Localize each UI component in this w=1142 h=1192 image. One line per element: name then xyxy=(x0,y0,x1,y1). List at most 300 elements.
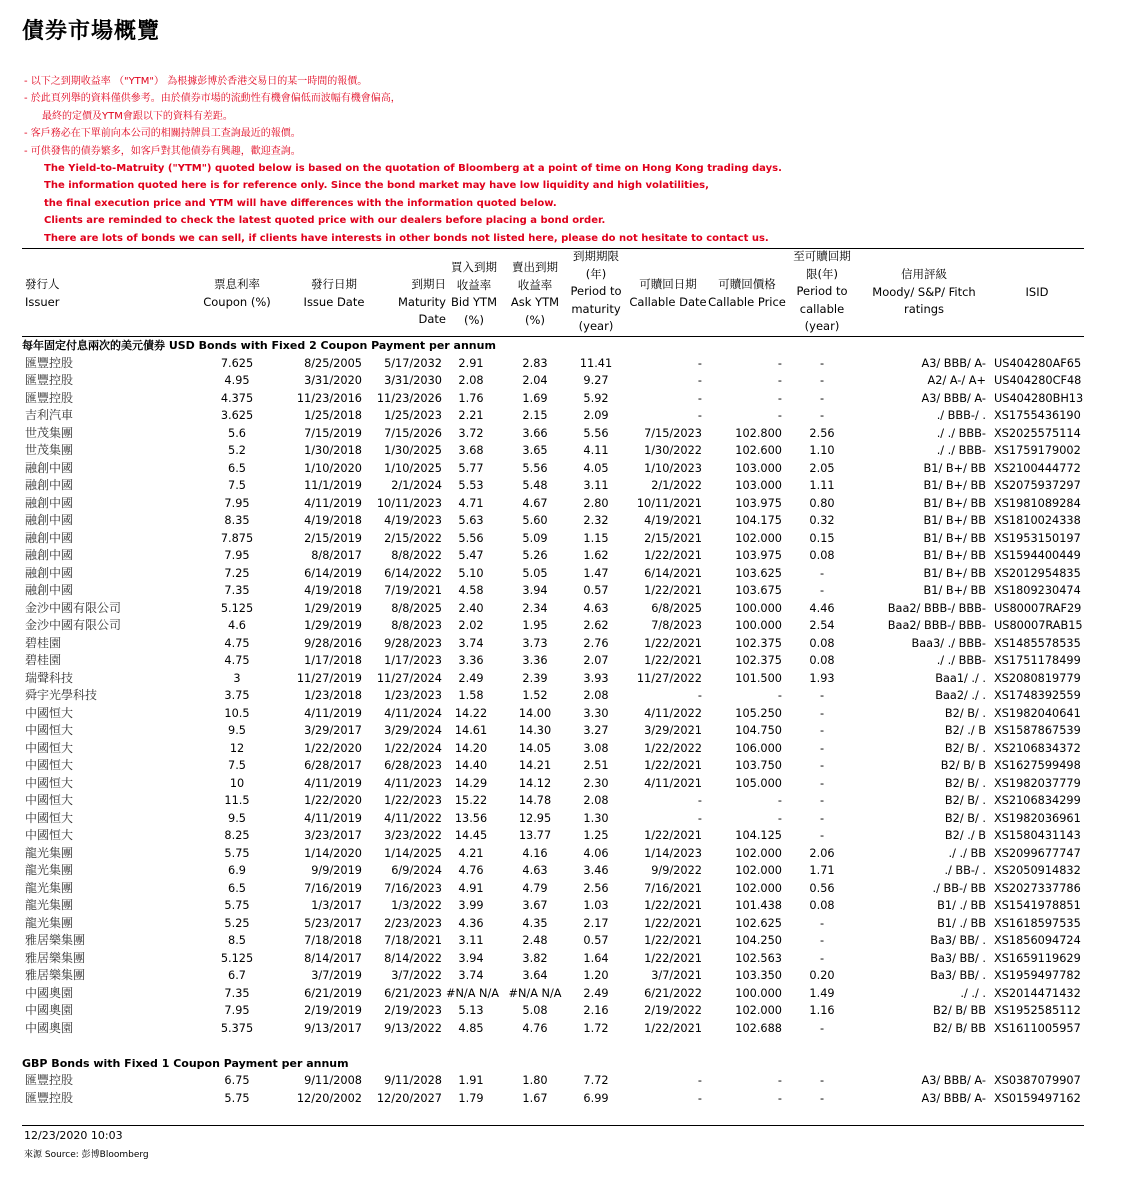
bid-ytm-cell: 5.53 xyxy=(458,479,484,492)
period-maturity-cell: 11.41 xyxy=(579,356,613,370)
bid-ytm-cell: 3.11 xyxy=(458,934,484,947)
ask-ytm-cell: 13.77 xyxy=(518,829,552,842)
issuer-cell: 吉利汽車 xyxy=(25,408,74,422)
bid-ytm-cell: 5.77 xyxy=(458,461,484,475)
callable-price-cell: 103.000 xyxy=(735,461,782,475)
callable-price-cell: 104.250 xyxy=(735,934,782,947)
bid-ytm-cell: 1.58 xyxy=(458,689,484,702)
table-row xyxy=(22,915,1084,933)
ratings-cell: B1/ B+/ BB xyxy=(923,514,986,527)
table-row xyxy=(22,442,1084,460)
isin-cell: XS1541978851 xyxy=(994,899,1081,912)
issuer-cell: 龍光集團 xyxy=(25,880,74,895)
table-row xyxy=(22,1090,1084,1108)
maturity-cell: 6/14/2022 xyxy=(384,566,442,580)
period-callable-cell: 1.71 xyxy=(809,864,835,877)
ratings-cell: Ba3/ BB/ . xyxy=(930,934,986,947)
ask-ytm-cell: 5.09 xyxy=(522,531,548,545)
ratings-cell: ./ BB-/ . xyxy=(944,864,986,877)
table-row xyxy=(22,600,1084,618)
issue-date-cell: 11/1/2019 xyxy=(304,479,362,492)
ratings-cell: B2/ B/ . xyxy=(944,706,986,720)
ask-ytm-cell: 2.83 xyxy=(522,356,548,370)
disclaimer-notes xyxy=(24,73,1084,247)
period-callable-cell: - xyxy=(819,566,825,580)
period-maturity-cell: 2.07 xyxy=(583,654,609,667)
period-maturity-cell: 2.62 xyxy=(583,619,609,632)
issue-date-cell: 6/21/2019 xyxy=(304,986,362,1000)
issuer-cell: 融創中國 xyxy=(25,460,74,475)
callable-date-cell: 1/22/2021 xyxy=(644,584,702,597)
isin-cell: XS2027337786 xyxy=(994,881,1081,895)
table-row xyxy=(22,530,1084,548)
ask-ytm-cell: 5.48 xyxy=(522,479,548,492)
ratings-cell: B1/ B+/ BB xyxy=(923,461,986,475)
isin-cell: XS1587867539 xyxy=(994,724,1081,737)
bid-ytm-cell: 2.40 xyxy=(458,601,484,615)
note-en-1: The Yield-to-Matruity ("YTM") quoted below is based on the quotation of Bloomberg at a point of time on Hong Kong trading days. xyxy=(44,163,782,175)
issuer-cell: 中國恒大 xyxy=(25,775,74,790)
issuer-cell: 雅居樂集團 xyxy=(25,933,86,947)
ask-ytm-cell: 3.36 xyxy=(522,654,548,667)
isin-cell: XS2106834299 xyxy=(994,794,1081,807)
maturity-cell: 2/15/2022 xyxy=(384,531,442,545)
coupon-cell: 7.95 xyxy=(224,496,250,510)
ask-ytm-cell: 1.52 xyxy=(522,689,548,702)
issuer-cell: 融創中國 xyxy=(25,530,74,545)
maturity-cell: 1/22/2023 xyxy=(384,794,442,807)
period-maturity-cell: 2.49 xyxy=(583,986,609,1000)
callable-price-cell: 102.600 xyxy=(735,444,782,457)
callable-price-cell: - xyxy=(777,391,782,405)
period-callable-cell: - xyxy=(819,776,825,790)
callable-price-cell: 103.975 xyxy=(735,496,782,510)
bid-ytm-cell: 5.63 xyxy=(458,514,484,527)
period-maturity-cell: 2.09 xyxy=(583,409,609,422)
bid-ytm-cell: 3.94 xyxy=(458,951,484,965)
maturity-cell: 8/14/2022 xyxy=(384,951,442,965)
note-en-4: Clients are reminded to check the latest quoted price with our dealers before placing a bond order. xyxy=(44,215,606,227)
maturity-cell: 3/7/2022 xyxy=(391,969,442,982)
issue-date-cell: 4/11/2019 xyxy=(304,706,362,720)
period-callable-cell: 0.15 xyxy=(809,531,835,545)
period-callable-cell: 1.10 xyxy=(809,444,835,457)
header-callable-date: 可贖回日期 Callable Date xyxy=(629,277,707,309)
issuer-cell: 匯豐控股 xyxy=(25,1073,74,1087)
callable-date-cell: 1/22/2021 xyxy=(644,916,702,930)
coupon-cell: 7.625 xyxy=(220,356,254,370)
coupon-cell: 6.5 xyxy=(228,461,246,475)
issuer-cell: 中國恒大 xyxy=(25,810,74,825)
period-callable-cell: - xyxy=(819,1074,825,1087)
note-en-5: There are lots of bonds we can sell, if clients have interests in other bonds not listed here, please do not hesitate to contact us. xyxy=(44,232,769,244)
callable-price-cell: - xyxy=(777,1074,782,1087)
callable-date-cell: 1/22/2021 xyxy=(644,759,702,772)
usd-rows xyxy=(22,355,1084,1038)
ask-ytm-cell: #N/A N/A xyxy=(508,986,562,1000)
callable-date-cell: - xyxy=(697,1091,702,1105)
bid-ytm-cell: 4.71 xyxy=(458,496,484,510)
issuer-cell: 世茂集團 xyxy=(25,443,74,457)
callable-date-cell: 1/10/2023 xyxy=(644,461,702,475)
header-period-callable: 至可贖回期 限(年) Period to callable (year) xyxy=(793,249,851,333)
maturity-cell: 1/10/2025 xyxy=(384,461,442,475)
isin-cell: XS2012954835 xyxy=(994,566,1081,580)
isin-cell: XS1982036961 xyxy=(994,811,1081,825)
coupon-cell: 7.5 xyxy=(228,759,246,772)
issuer-cell: 匯豐控股 xyxy=(25,1090,74,1105)
table-row xyxy=(22,495,1084,513)
callable-price-cell: 103.975 xyxy=(735,549,782,562)
maturity-cell: 4/11/2022 xyxy=(384,811,442,825)
isin-cell: XS1751178499 xyxy=(994,654,1081,667)
maturity-cell: 11/23/2026 xyxy=(376,391,442,405)
coupon-cell: 5.75 xyxy=(224,899,250,912)
table-row xyxy=(22,565,1084,583)
ratings-cell: B1/ B+/ BB xyxy=(923,496,986,510)
coupon-cell: 5.125 xyxy=(220,601,254,615)
issuer-cell: 中國恒大 xyxy=(25,758,74,772)
note-zh-5: - 可供發售的債券繁多，如客戶對其他債券有興趣，歡迎查詢。 xyxy=(24,145,301,157)
issuer-cell: 龍光集團 xyxy=(25,915,74,930)
callable-date-cell: 1/22/2021 xyxy=(644,654,702,667)
table-row xyxy=(22,827,1084,845)
bid-ytm-cell: 4.58 xyxy=(458,584,484,597)
period-callable-cell: - xyxy=(819,689,825,702)
period-callable-cell: - xyxy=(819,706,825,720)
coupon-cell: 11.5 xyxy=(224,794,250,807)
period-callable-cell: 0.56 xyxy=(809,881,835,895)
callable-price-cell: - xyxy=(777,356,782,370)
issuer-cell: 中國恒大 xyxy=(25,723,74,737)
issue-date-cell: 7/18/2018 xyxy=(304,934,362,947)
ratings-cell: A3/ BBB/ A- xyxy=(921,356,986,370)
bid-ytm-cell: 14.40 xyxy=(454,759,488,772)
issuer-cell: 中國奧園 xyxy=(25,985,74,1000)
table-row xyxy=(22,512,1084,530)
issuer-cell: 碧桂園 xyxy=(25,653,62,667)
period-callable-cell: - xyxy=(819,811,825,825)
issue-date-cell: 1/3/2017 xyxy=(311,899,362,912)
maturity-cell: 5/17/2032 xyxy=(384,356,442,370)
callable-date-cell: 7/8/2023 xyxy=(651,619,702,632)
coupon-cell: 8.35 xyxy=(224,514,250,527)
ask-ytm-cell: 3.65 xyxy=(522,444,548,457)
coupon-cell: 3.625 xyxy=(220,409,254,422)
issue-date-cell: 1/10/2020 xyxy=(304,461,362,475)
bid-ytm-cell: 2.49 xyxy=(458,671,484,685)
period-callable-cell: - xyxy=(819,409,825,422)
callable-price-cell: 101.500 xyxy=(735,671,782,685)
coupon-cell: 7.25 xyxy=(224,566,250,580)
header-coupon: 票息利率 Coupon (%) xyxy=(203,277,271,309)
issue-date-cell: 11/23/2016 xyxy=(296,391,362,405)
issuer-cell: 融創中國 xyxy=(25,565,74,580)
coupon-cell: 5.75 xyxy=(224,846,250,860)
isin-cell: US80007RAB15 xyxy=(994,619,1083,632)
period-callable-cell: - xyxy=(819,1021,825,1035)
issue-date-cell: 9/28/2016 xyxy=(304,636,362,650)
coupon-cell: 12 xyxy=(229,741,245,755)
issuer-cell: 金沙中國有限公司 xyxy=(25,600,122,615)
callable-price-cell: - xyxy=(777,811,782,825)
callable-price-cell: - xyxy=(777,374,782,387)
header-maturity: 到期日 Maturity Date xyxy=(397,277,446,326)
bid-ytm-cell: 14.29 xyxy=(454,776,488,790)
ask-ytm-cell: 3.67 xyxy=(522,899,548,912)
callable-price-cell: 102.375 xyxy=(735,636,782,650)
bid-ytm-cell: 4.91 xyxy=(458,881,484,895)
isin-cell: XS2106834372 xyxy=(994,741,1081,755)
isin-cell: XS2099677747 xyxy=(994,846,1081,860)
bid-ytm-cell: 1.76 xyxy=(458,391,484,405)
coupon-cell: 6.5 xyxy=(228,881,246,895)
coupon-cell: 4.75 xyxy=(224,654,250,667)
table-row xyxy=(22,932,1084,950)
table-row xyxy=(22,1002,1084,1020)
ask-ytm-cell: 1.95 xyxy=(522,619,548,632)
callable-price-cell: 100.000 xyxy=(735,619,782,632)
callable-price-cell: - xyxy=(777,794,782,807)
callable-date-cell: - xyxy=(697,374,702,387)
maturity-cell: 1/17/2023 xyxy=(384,654,442,667)
maturity-cell: 3/23/2022 xyxy=(384,829,442,842)
issuer-cell: 融創中國 xyxy=(25,495,74,510)
callable-price-cell: - xyxy=(777,689,782,702)
period-maturity-cell: 3.11 xyxy=(583,479,609,492)
bid-ytm-cell: 2.08 xyxy=(458,374,484,387)
maturity-cell: 7/18/2021 xyxy=(384,934,442,947)
period-callable-cell: 2.54 xyxy=(809,619,835,632)
table-row xyxy=(22,880,1084,898)
source-note: 來源 Source: 彭博Bloomberg xyxy=(24,1150,149,1160)
issuer-cell: 世茂集團 xyxy=(25,425,74,440)
timestamp: 12/23/2020 10:03 xyxy=(24,1129,123,1142)
callable-date-cell: 1/22/2021 xyxy=(644,829,702,842)
coupon-cell: 8.5 xyxy=(228,934,246,947)
ratings-cell: B1/ B+/ BB xyxy=(923,566,986,580)
callable-date-cell: - xyxy=(697,1074,702,1087)
maturity-cell: 7/19/2021 xyxy=(384,584,442,597)
callable-price-cell: 103.000 xyxy=(735,479,782,492)
period-maturity-cell: 3.93 xyxy=(583,671,609,685)
issuer-cell: 融創中國 xyxy=(25,478,74,492)
maturity-cell: 4/19/2023 xyxy=(384,514,442,527)
callable-date-cell: - xyxy=(697,794,702,807)
period-callable-cell: - xyxy=(819,391,825,405)
ask-ytm-cell: 3.82 xyxy=(522,951,548,965)
coupon-cell: 5.375 xyxy=(220,1021,254,1035)
ask-ytm-cell: 14.05 xyxy=(518,741,552,755)
ratings-cell: B2/ B/ . xyxy=(944,741,986,755)
issue-date-cell: 1/22/2020 xyxy=(304,794,362,807)
maturity-cell: 2/23/2023 xyxy=(384,916,442,930)
coupon-cell: 5.75 xyxy=(224,1091,250,1105)
ask-ytm-cell: 1.80 xyxy=(522,1074,548,1087)
callable-date-cell: 2/15/2021 xyxy=(644,531,702,545)
note-zh-4: - 客戶務必在下單前向本公司的相關持牌員工查詢最近的報價。 xyxy=(24,128,301,140)
issuer-cell: 龍光集團 xyxy=(25,898,74,912)
coupon-cell: 3.75 xyxy=(224,689,250,702)
ask-ytm-cell: 4.76 xyxy=(522,1021,548,1035)
issuer-cell: 匯豐控股 xyxy=(25,355,74,370)
usd-section-title: 每年固定付息兩次的美元債券 USD Bonds with Fixed 2 Coupon Payment per annum xyxy=(22,339,496,352)
table-row xyxy=(22,1020,1084,1038)
callable-price-cell: 102.563 xyxy=(735,951,782,965)
bid-ytm-cell: 5.13 xyxy=(458,1004,484,1017)
ask-ytm-cell: 14.00 xyxy=(518,706,552,720)
callable-price-cell: 104.125 xyxy=(735,829,782,842)
issue-date-cell: 3/29/2017 xyxy=(304,724,362,737)
callable-date-cell: 6/8/2025 xyxy=(651,601,702,615)
isin-cell: XS1809230474 xyxy=(994,584,1081,597)
isin-cell: XS2080819779 xyxy=(994,671,1081,685)
isin-cell: XS1594400449 xyxy=(994,549,1081,562)
ask-ytm-cell: 5.26 xyxy=(522,549,548,562)
callable-price-cell: 102.800 xyxy=(735,426,782,440)
maturity-cell: 6/28/2023 xyxy=(384,759,442,772)
ratings-cell: B2/ B/ . xyxy=(944,811,986,825)
table-row xyxy=(22,687,1084,705)
isin-cell: XS1580431143 xyxy=(994,829,1081,842)
coupon-cell: 9.5 xyxy=(228,724,246,737)
issue-date-cell: 9/11/2008 xyxy=(304,1074,362,1087)
bid-ytm-cell: #N/A N/A xyxy=(446,986,500,1000)
coupon-cell: 6.75 xyxy=(224,1074,250,1087)
callable-date-cell: 11/27/2022 xyxy=(636,671,702,685)
ratings-cell: Baa1/ ./ . xyxy=(935,671,986,685)
table-row xyxy=(22,845,1084,863)
issuer-cell: 雅居樂集團 xyxy=(25,968,86,982)
maturity-cell: 7/15/2026 xyxy=(384,426,442,440)
table-row xyxy=(22,897,1084,915)
callable-price-cell: 101.438 xyxy=(735,899,782,912)
bid-ytm-cell: 3.74 xyxy=(458,636,484,650)
header-top-rule xyxy=(22,248,1084,249)
bid-ytm-cell: 1.79 xyxy=(458,1091,484,1105)
maturity-cell: 9/13/2022 xyxy=(384,1021,442,1035)
period-callable-cell: 2.06 xyxy=(809,846,835,860)
maturity-cell: 4/11/2023 xyxy=(384,776,442,790)
ask-ytm-cell: 4.35 xyxy=(522,916,548,930)
callable-date-cell: 7/16/2021 xyxy=(644,881,702,895)
maturity-cell: 7/16/2023 xyxy=(384,881,442,895)
period-callable-cell: 0.08 xyxy=(809,549,835,562)
period-callable-cell: 0.08 xyxy=(809,654,835,667)
callable-date-cell: 3/29/2021 xyxy=(644,724,702,737)
maturity-cell: 6/9/2024 xyxy=(391,864,442,877)
period-maturity-cell: 7.72 xyxy=(583,1074,609,1087)
callable-date-cell: 1/22/2021 xyxy=(644,899,702,912)
callable-price-cell: 100.000 xyxy=(735,986,782,1000)
issue-date-cell: 1/22/2020 xyxy=(304,741,362,755)
ratings-cell: ./ ./ BB xyxy=(948,846,986,860)
period-callable-cell: 4.46 xyxy=(809,601,835,615)
callable-price-cell: 102.000 xyxy=(735,1004,782,1017)
table-header xyxy=(22,250,1084,336)
period-maturity-cell: 3.46 xyxy=(583,864,609,877)
period-maturity-cell: 2.16 xyxy=(583,1004,609,1017)
period-maturity-cell: 0.57 xyxy=(583,934,609,947)
maturity-cell: 1/25/2023 xyxy=(384,409,442,422)
callable-date-cell: 1/14/2023 xyxy=(644,846,702,860)
ratings-cell: Baa2/ ./ . xyxy=(935,689,986,702)
bid-ytm-cell: 13.56 xyxy=(454,811,488,825)
issue-date-cell: 1/23/2018 xyxy=(304,689,362,702)
callable-price-cell: 103.750 xyxy=(735,759,782,772)
issuer-cell: 龍光集團 xyxy=(25,845,74,860)
maturity-cell: 2/1/2024 xyxy=(391,479,442,492)
callable-date-cell: 1/22/2021 xyxy=(644,934,702,947)
bid-ytm-cell: 3.68 xyxy=(458,444,484,457)
callable-date-cell: 1/22/2021 xyxy=(644,1021,702,1035)
note-zh-2: - 於此頁列舉的資料僅供參考。由於債券市場的流動性有機會偏低而波幅有機會偏高， xyxy=(24,93,401,105)
issuer-cell: 瑞聲科技 xyxy=(25,670,74,685)
table-row xyxy=(22,617,1084,635)
isin-cell: US80007RAF29 xyxy=(994,601,1082,615)
period-callable-cell: - xyxy=(819,951,825,965)
callable-price-cell: 102.000 xyxy=(735,846,782,860)
gbp-section-title: GBP Bonds with Fixed 1 Coupon Payment per annum xyxy=(22,1056,349,1070)
isin-cell: XS1856094724 xyxy=(994,934,1081,947)
issue-date-cell: 11/27/2019 xyxy=(296,671,362,685)
ratings-cell: ./ ./ BBB- xyxy=(936,444,986,457)
callable-price-cell: 104.175 xyxy=(735,514,782,527)
isin-cell: XS2075937297 xyxy=(994,479,1081,492)
maturity-cell: 9/28/2023 xyxy=(384,636,442,650)
period-callable-cell: 1.16 xyxy=(809,1004,835,1017)
ratings-cell: B2/ B/ B xyxy=(940,759,986,772)
gbp-rows xyxy=(22,1072,1084,1107)
table-row xyxy=(22,652,1084,670)
callable-date-cell: 1/22/2021 xyxy=(644,951,702,965)
maturity-cell: 1/14/2025 xyxy=(384,846,442,860)
table-row xyxy=(22,582,1084,600)
issuer-cell: 中國恒大 xyxy=(25,705,74,720)
period-maturity-cell: 3.30 xyxy=(583,706,609,720)
table-row xyxy=(22,390,1084,408)
maturity-cell: 6/21/2023 xyxy=(384,986,442,1000)
isin-cell: XS1627599498 xyxy=(994,759,1081,772)
note-zh-1: - 以下之到期收益率 （"YTM"） 為根據彭博於香港交易日的某一時間的報價。 xyxy=(24,76,368,87)
callable-date-cell: 7/15/2023 xyxy=(644,426,702,440)
isin-cell: XS1659119629 xyxy=(994,951,1081,965)
ratings-cell: B2/ B/ BB xyxy=(933,1004,986,1017)
issuer-cell: 匯豐控股 xyxy=(25,373,74,387)
period-callable-cell: - xyxy=(819,584,825,597)
table-row xyxy=(22,1072,1084,1090)
maturity-cell: 8/8/2023 xyxy=(391,619,442,632)
callable-date-cell: 6/14/2021 xyxy=(644,566,702,580)
issuer-cell: 碧桂園 xyxy=(25,635,62,650)
period-callable-cell: 0.08 xyxy=(809,899,835,912)
issuer-cell: 舜宇光學科技 xyxy=(25,688,98,702)
issue-date-cell: 2/19/2019 xyxy=(304,1004,362,1017)
ratings-cell: Baa2/ BBB-/ BBB- xyxy=(887,601,986,615)
issuer-cell: 融創中國 xyxy=(25,583,74,597)
period-maturity-cell: 1.47 xyxy=(583,566,609,580)
issue-date-cell: 1/14/2020 xyxy=(304,846,362,860)
isin-cell: US404280CF48 xyxy=(994,374,1082,387)
maturity-cell: 8/8/2022 xyxy=(391,549,442,562)
callable-date-cell: 4/19/2021 xyxy=(644,514,702,527)
table-row xyxy=(22,372,1084,390)
callable-date-cell: 1/22/2021 xyxy=(644,549,702,562)
ratings-cell: B2/ B/ BB xyxy=(933,1021,986,1035)
coupon-cell: 3 xyxy=(233,671,241,685)
callable-price-cell: 102.625 xyxy=(735,916,782,930)
issue-date-cell: 4/19/2018 xyxy=(304,514,362,527)
